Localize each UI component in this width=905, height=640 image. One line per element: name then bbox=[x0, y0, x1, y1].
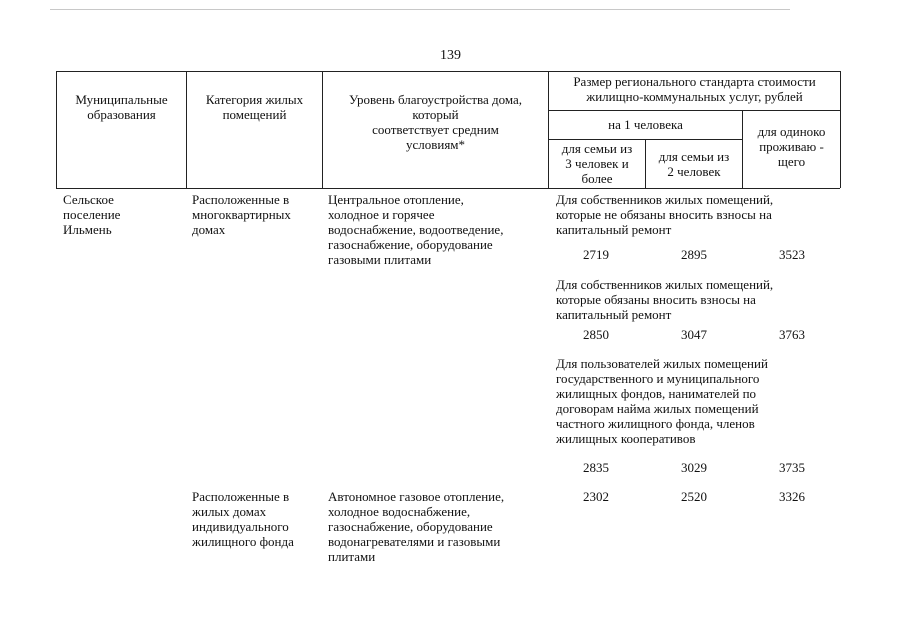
header-family2: для семьи из 2 человек bbox=[658, 149, 730, 179]
col-border-1 bbox=[186, 71, 187, 188]
row1-level: Центральное отопление, холодное и горячее водоснабжение, водоотведение, газоснабжение, оборудование газовыми плитами bbox=[328, 192, 504, 267]
row1-group3-single: 3735 bbox=[779, 460, 805, 475]
row1-group3-label: Для пользователей жилых помещений государственного и муниципального жилищных фондов, нанимателей по договорам найма жилых помещений частного жилищного фонда, членов жилищных кооперативов bbox=[556, 356, 768, 446]
col-border-6 bbox=[840, 71, 841, 188]
row1-group1-family2: 2895 bbox=[681, 247, 707, 262]
row1-category: Расположенные в многоквартирных домах bbox=[192, 192, 291, 237]
header-level: Уровень благоустройства дома, который соответствует средним условиям* bbox=[348, 92, 523, 152]
municipality-name: Сельское поселение Ильмень bbox=[63, 192, 121, 237]
header-single: для одиноко проживаю - щего bbox=[757, 124, 826, 169]
col-border-0 bbox=[56, 71, 57, 188]
row1-group3-family2: 3029 bbox=[681, 460, 707, 475]
top-rule bbox=[50, 9, 790, 10]
header-category: Категория жилых помещений bbox=[205, 92, 304, 122]
row1-group2-family3: 2850 bbox=[583, 327, 609, 342]
row1-group2-family2: 3047 bbox=[681, 327, 707, 342]
row2-family2: 2520 bbox=[681, 489, 707, 504]
table-top-border bbox=[56, 71, 840, 72]
standard-header-divider bbox=[548, 110, 840, 111]
header-standard: Размер регионального стандарта стоимости жилищно-коммунальных услуг, рублей bbox=[573, 74, 816, 104]
row2-level: Автономное газовое отопление, холодное водоснабжение, газоснабжение, оборудование водонагревателями и газовыми плитами bbox=[328, 489, 505, 564]
row1-group1-label: Для собственников жилых помещений, которые не обязаны вносить взносы на капитальный ремонт bbox=[556, 192, 774, 237]
row2-family3: 2302 bbox=[583, 489, 609, 504]
row2-category: Расположенные в жилых домах индивидуального жилищного фонда bbox=[192, 489, 294, 549]
row1-group2-single: 3763 bbox=[779, 327, 805, 342]
header-bottom-border bbox=[56, 188, 840, 189]
header-municipal: Муниципальные образования bbox=[75, 92, 168, 122]
page-number: 139 bbox=[440, 48, 461, 63]
row1-group3-family3: 2835 bbox=[583, 460, 609, 475]
row1-group2-label: Для собственников жилых помещений, которые обязаны вносить взносы на капитальный ремонт bbox=[556, 277, 774, 322]
header-per-person: на 1 человека bbox=[608, 117, 683, 132]
row2-single: 3326 bbox=[779, 489, 805, 504]
row1-group1-family3: 2719 bbox=[583, 247, 609, 262]
header-family3: для семьи из 3 человек и более bbox=[561, 141, 633, 186]
row1-group1-single: 3523 bbox=[779, 247, 805, 262]
